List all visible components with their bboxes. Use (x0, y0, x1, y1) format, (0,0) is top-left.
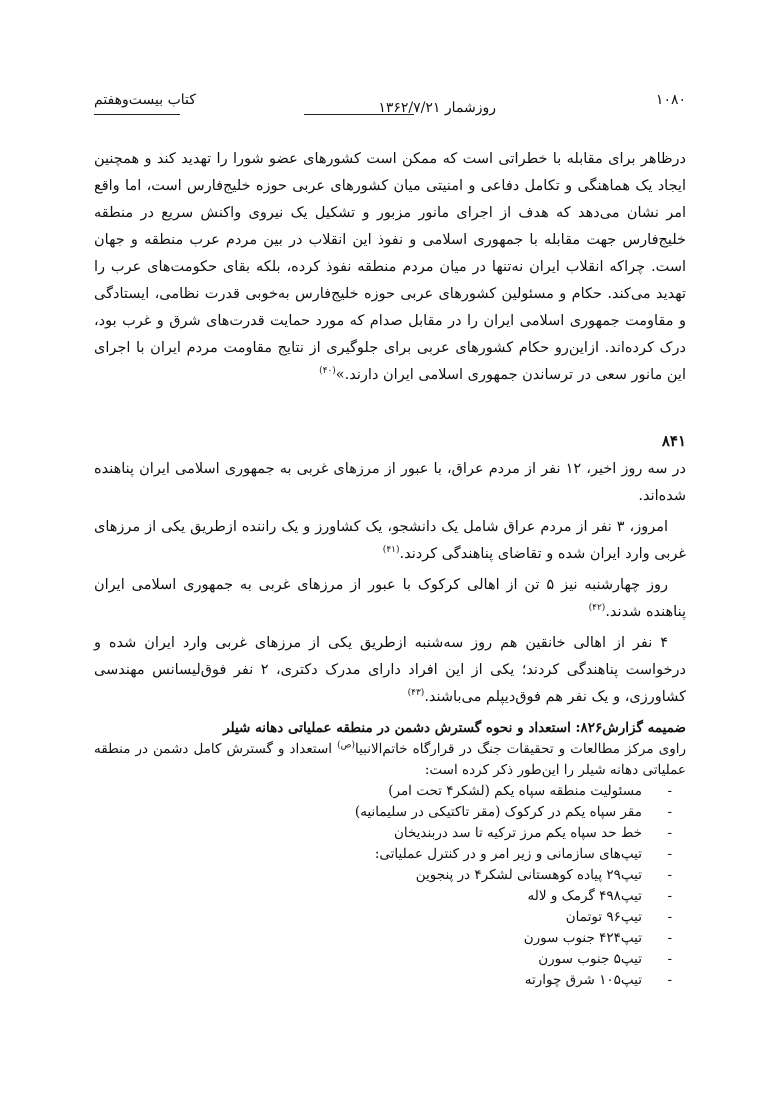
appendix-intro-text: راوی مرکز مطالعات و تحقیقات جنگ در قرارگاه خاتم‌الانبیا (354, 741, 687, 757)
entry-paragraph (94, 572, 686, 626)
list-dash: - (667, 909, 672, 925)
paragraph-text: درظاهر برای مقابله با خطراتی است که ممکن است کشورهای عضو شورا را تهدید کند و همچنین ایجاد یک هماهنگی و تکامل دفاعی و امنیتی میان کشورهای عربی حوزه خلیج‌فارس است، اما واقع امر نشان می‌دهد که هدف از اجرای مانور مزبور و تشکیل یک نیروی واکنش سریع در منطقه خلیج‌فارس جهت مقابله با جمهوری اسلامی و نفوذ این انقلاب در بین مردم عرب منطقه و جهان است. چراکه انقلاب ایران نه‌تنها در میان مردم منطقه نفوذ کرده، بلکه بقای حکومت‌های عرب را تهدید می‌کند. حکام و مسئولین کشورهای عربی حوزه خلیج‌فارس به‌خوبی قدرت نظامی، ایستادگی و مقاومت جمهوری اسلامی ایران را در مقابل صدام که مورد حمایت قدرت‌های شرق و غرب بود، درک کرده‌اند. ازاین‌رو حکام کشورهای عربی برای جلوگیری از نتایج مقاومت مردم ایران با اجرای این مانور سعی در ترساندن جمهوری اسلامی ایران دارند.» (94, 151, 686, 383)
paragraph-text: روز چهارشنبه نیز ۵ تن از اهالی کرکوک با عبور از مرزهای غربی به جمهوری اسلامی ایران پناهنده شدند. (94, 577, 686, 620)
list-dash: - (667, 972, 672, 988)
list-item-text: تیپ۱۰۵ شرق چوارته (524, 972, 642, 988)
list-dash: - (667, 930, 672, 946)
entry-number: ۸۴۱ (661, 432, 686, 450)
list-dash: - (667, 867, 672, 883)
header-date: روزشمار ۱۳۶۲/۷/۲۱ (378, 100, 496, 116)
list-item (94, 886, 686, 907)
list-item-text: تیپ۲۹ پیاده کوهستانی لشکر۴ در پنجوین (415, 867, 642, 883)
entry-body (94, 456, 686, 715)
header-rule-date (304, 114, 414, 115)
footnote-ref: (۴۲) (588, 603, 606, 614)
book-title: کتاب بیست‌وهفتم (94, 92, 196, 108)
list-dash: - (667, 846, 672, 862)
opening-paragraph (94, 146, 686, 389)
paragraph-text: امروز، ۳ نفر از مردم عراق شامل یک دانشجو، یک کشاورز و یک راننده ازطریق یکی از مرزهای غربی وارد ایران شده و تقاضای پناهندگی کردند. (94, 519, 686, 562)
appendix-title: ضمیمه گزارش۸۲۶: استعداد و نحوه گسترش دشمن در منطقه عملیاتی دهانه شیلر (223, 720, 686, 736)
list-item (94, 928, 686, 949)
appendix-section (94, 718, 686, 991)
honorific-sup: (ص) (337, 740, 355, 751)
footnote-ref: (۴۳) (407, 688, 425, 699)
list-item (94, 781, 686, 802)
list-item-text: مسئولیت منطقه سپاه یکم (لشکر۴ تحت امر) (388, 783, 642, 799)
footnote-ref: (۴۰) (319, 366, 336, 377)
entry-paragraph (94, 456, 686, 510)
list-item (94, 844, 686, 865)
list-dash: - (667, 951, 672, 967)
list-dash: - (667, 804, 672, 820)
entry-paragraph (94, 630, 686, 711)
footnote-ref: (۴۱) (382, 545, 400, 556)
list-item-text: تیپ۴۲۴ جنوب سورن (523, 930, 642, 946)
paragraph-text: ۴ نفر از اهالی خانقین هم روز سه‌شنبه ازطریق یکی از مرزهای غربی وارد ایران شده و درخواست پناهندگی کردند؛ یکی از این افراد دارای مدرک دکتری، ۲ نفر فوق‌لیسانس مهندسی کشاورزی، و یک نفر هم فوق‌دیپلم می‌باشند. (94, 635, 686, 705)
opening-paragraph-block (94, 146, 686, 389)
list-item-text: تیپ‌های سازمانی و زیر امر و در کنترل عملیاتی: (374, 846, 642, 862)
list-dash: - (667, 825, 672, 841)
list-dash: - (667, 783, 672, 799)
list-item (94, 802, 686, 823)
appendix-intro-text: استعداد و گسترش کامل دشمن در منطقه عملیاتی دهانه شیلر را این‌طور ذکر کرده است: (94, 741, 686, 778)
list-item-text: خط حد سپاه یکم مرز ترکیه تا سد دربندیخان (393, 825, 642, 841)
paragraph-text: در سه روز اخیر، ۱۲ نفر از مردم عراق، با عبور از مرزهای غربی به جمهوری اسلامی ایران پناهنده شده‌اند. (94, 461, 686, 504)
list-item-text: مقر سپاه یکم در کرکوک (مقر تاکتیکی در سلیمانیه) (354, 804, 642, 820)
appendix-intro (94, 739, 686, 781)
page-number: ۱۰۸۰ (655, 92, 686, 108)
list-item-text: تیپ۹۶ توتمان (565, 909, 642, 925)
list-item-text: تیپ۴۹۸ گرمک و لاله (527, 888, 642, 904)
list-item-text: تیپ۵ جنوب سورن (538, 951, 642, 967)
list-item (94, 970, 686, 991)
appendix-list (94, 781, 686, 991)
list-item (94, 865, 686, 886)
page-header (94, 92, 686, 118)
list-item (94, 949, 686, 970)
list-item (94, 823, 686, 844)
entry-paragraph (94, 514, 686, 568)
header-rule-book (94, 114, 180, 115)
list-item (94, 907, 686, 928)
list-dash: - (667, 888, 672, 904)
